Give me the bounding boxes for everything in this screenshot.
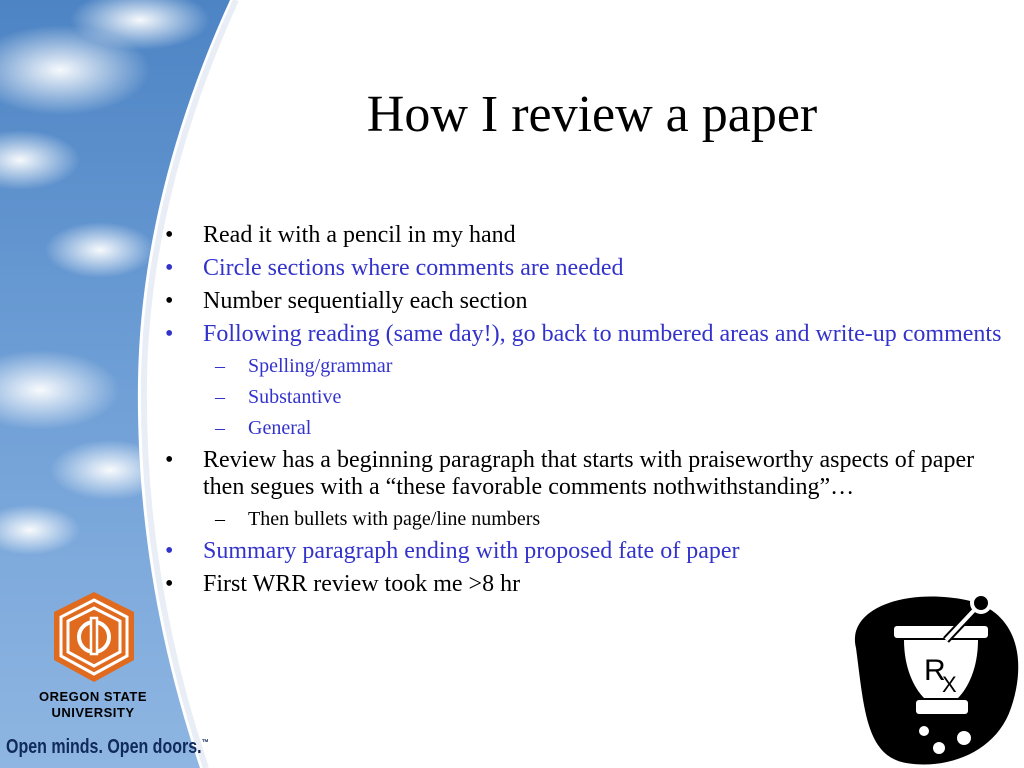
sub-bullet-text: Substantive (248, 386, 342, 408)
bullet-item (165, 321, 1005, 441)
dash-icon: – (215, 417, 225, 439)
bullet-item (165, 538, 1005, 565)
bullet-text: Following reading (same day!), go back to numbered areas and write-up comments (203, 321, 1002, 347)
sub-bullet-list (203, 353, 1005, 441)
sub-bullet-item (203, 415, 1005, 441)
rx-label: R (924, 654, 946, 687)
bullet-text: First WRR review took me >8 hr (203, 571, 521, 597)
sub-bullet-item (203, 506, 1005, 532)
osu-line1: OREGON STATE (38, 689, 148, 704)
sub-bullet-text: Then bullets with page/line numbers (248, 508, 541, 530)
slide-title: How I review a paper (366, 86, 818, 143)
bullet-item (165, 255, 1005, 282)
bullet-text: Circle sections where comments are needed (203, 255, 624, 281)
dash-icon: – (215, 355, 225, 377)
bullet-text: Review has a beginning paragraph that starts with praiseworthy aspects of paper then segues with a “these favorable comments nothwithstanding”… (203, 447, 975, 500)
bullet-text: Summary paragraph ending with proposed fate of paper (203, 538, 740, 564)
bullet-item (165, 288, 1005, 315)
rx-sub-label: X (942, 672, 957, 697)
tagline-text: Open minds. Open doors. (6, 736, 202, 758)
bullet-dot-icon: • (165, 288, 174, 314)
osu-tagline (6, 736, 209, 759)
bullet-item (165, 447, 1005, 532)
sub-bullet-list (203, 506, 1005, 532)
bullet-list (165, 216, 1005, 598)
bullet-dot-icon: • (165, 255, 174, 281)
trademark-mark: ™ (201, 737, 209, 748)
bullet-dot-icon: • (165, 321, 174, 347)
sub-bullet-item (203, 353, 1005, 379)
mortar-pestle-icon (846, 588, 1024, 768)
dash-icon: – (215, 386, 225, 408)
bullet-dot-icon: • (165, 447, 174, 473)
bullet-item (165, 222, 1005, 249)
sub-bullet-text: Spelling/grammar (248, 355, 393, 377)
bullet-text: Read it with a pencil in my hand (203, 222, 516, 248)
osu-wordmark (30, 689, 156, 721)
dash-icon: – (215, 508, 225, 530)
osu-line2: UNIVERSITY (51, 705, 135, 720)
bullet-text: Number sequentially each section (203, 288, 528, 314)
bullet-dot-icon: • (165, 222, 174, 248)
bullet-dot-icon: • (165, 538, 174, 564)
sub-bullet-text: General (248, 417, 312, 439)
bullet-dot-icon: • (165, 571, 174, 597)
sub-bullet-item (203, 384, 1005, 410)
